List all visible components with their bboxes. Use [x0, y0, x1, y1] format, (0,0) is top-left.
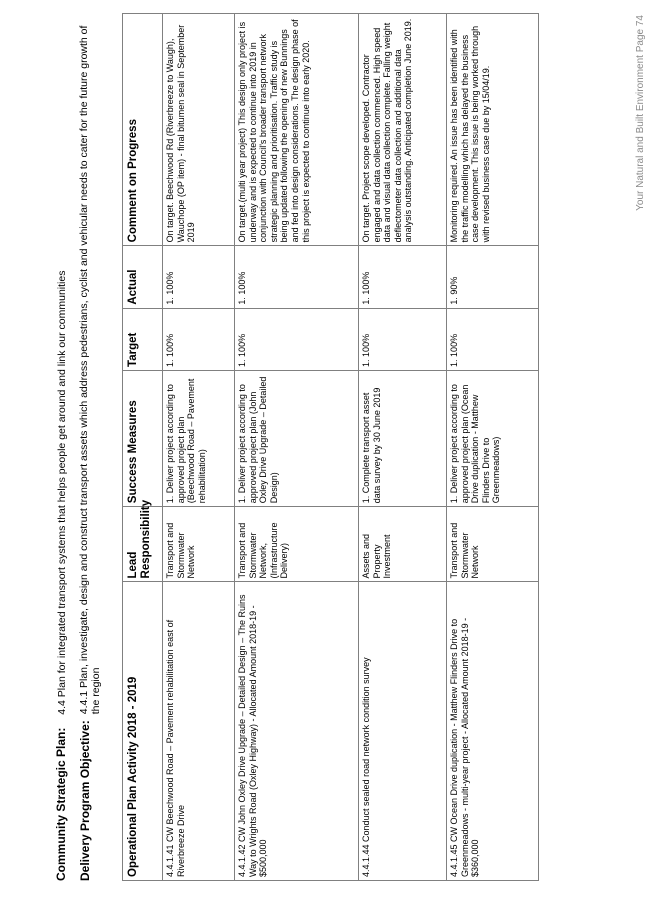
activity-cell: 4.4.1.45 CW Ocean Drive duplication - Matthew Flinders Drive to Greenmeadows - multi-year project - Allocated Amount 2018-19 - $360,000: [447, 582, 539, 881]
comment-cell: On target. Project scope developed. Contractor engaged and data collection commenced. High speed data and visual data collection complete. Falling weight deflectometer data collection and additional data analysis outstanding. Anticipated completion June 2019.: [359, 14, 447, 246]
column-header-comment: Comment on Progress: [123, 14, 163, 246]
actual-cell: 1. 100%: [235, 246, 359, 308]
target-cell: 1. 100%: [235, 308, 359, 370]
column-header-measures: Success Measures: [123, 370, 163, 506]
measure-cell: 1. Deliver project according to approved project plan (Ocean Drive duplication - Matthew Flinders Drive to Greenmeadows): [447, 370, 539, 506]
target-cell: 1. 100%: [359, 308, 447, 370]
table-row: [235, 14, 359, 881]
delivery-objective-text: 4.4.1 Plan, investigate, design and construct transport assets which address pedestrians, cyclist and vehicular needs to cater for the future growth of the region: [78, 25, 102, 715]
actual-cell: 1. 100%: [163, 246, 235, 308]
operational-plan-table: [122, 13, 539, 881]
table-row: [447, 14, 539, 881]
lead-cell: Transport and Stormwater Network: [447, 507, 539, 582]
actual-cell: 1. 100%: [359, 246, 447, 308]
column-header-actual: Actual: [123, 246, 163, 308]
lead-cell: Assets and Property Investment: [359, 507, 447, 582]
comment-cell: On target.(multi year project) This design only project is underway and is expected to continue into 2019 in conjunction with Council's broader transport network strategic planning and prioritisation. Traffic study is being updated following the opening of new Bunnings and fed into design considerations. The design phase of this project is expected to continue into early 2020.: [235, 14, 359, 246]
strategic-plan-text: 4.4 Plan for integrated transport systems that helps people get around and link our communities: [56, 270, 68, 715]
measure-cell: 1. Complete transport asset data survey by 30 June 2019: [359, 370, 447, 506]
comment-cell: Monitoring required. An issue has been identified with the traffic modelling which has delayed the business case development. This issue is being worked through with revised business case due by 15/04/19.: [447, 14, 539, 246]
activity-cell: 4.4.1.44 Conduct sealed road network condition survey: [359, 582, 447, 881]
strategic-plan-label: Community Strategic Plan:: [54, 727, 68, 881]
comment-cell: On target. Beechwood Rd (Riverbreeze to Waugh), Wauchope (OP item) - final bitumen seal in September 2019: [163, 14, 235, 246]
delivery-objective-line: [78, 21, 102, 881]
activity-cell: 4.4.1.41 CW Beechwood Road – Pavement rehabilitation east of Riverbreeze Drive: [163, 582, 235, 881]
page-footer: Your Natural and Built Environment Page 74: [635, 15, 646, 211]
target-cell: 1. 100%: [163, 308, 235, 370]
delivery-objective-label: Delivery Program Objective:: [78, 720, 92, 881]
target-cell: 1. 100%: [447, 308, 539, 370]
rotated-page: [50, 7, 646, 887]
lead-cell: Transport and Stormwater Network, (Infrastructure Delivery): [235, 507, 359, 582]
lead-cell: Transport and Stormwater Network: [163, 507, 235, 582]
actual-cell: 1. 90%: [447, 246, 539, 308]
column-header-target: Target: [123, 308, 163, 370]
measure-cell: 1. Deliver project according to approved project plan (John Oxley Drive Upgrade – Detailed Design): [235, 370, 359, 506]
strategic-plan-line: [54, 271, 68, 881]
table-row: [359, 14, 447, 881]
column-header-activity: Operational Plan Activity 2018 - 2019: [123, 582, 163, 881]
activity-cell: 4.4.1.42 CW John Oxley Drive Upgrade – Detailed Design – The Ruins Way to Wrights Road (Oxley Highway) - Allocated Amount 2018-19 - $500,000: [235, 582, 359, 881]
measure-cell: 1. Deliver project according to approved project plan (Beechwood Road – Pavement rehabilitation): [163, 370, 235, 506]
column-header-lead: Lead Responsibility: [123, 507, 163, 582]
table-row: [163, 14, 235, 881]
table-header-row: [123, 14, 163, 881]
